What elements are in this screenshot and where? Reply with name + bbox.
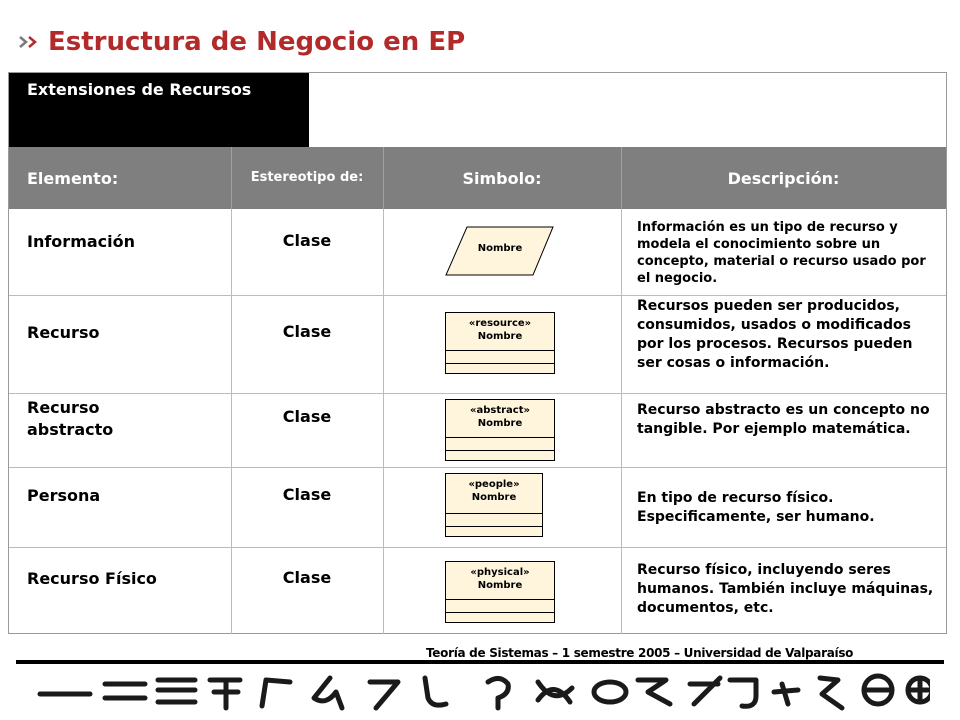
header-divider — [383, 147, 384, 209]
resource-class-symbol — [445, 312, 555, 374]
header-divider — [231, 147, 232, 209]
double-chevron-icon — [18, 35, 42, 49]
people-class-symbol — [445, 473, 543, 537]
estereotipo-cell: Clase — [282, 322, 332, 341]
table-row — [9, 467, 946, 547]
descripcion-cell: Información es un tipo de recurso y modela el conocimiento sobre un concepto, material o recurso usado por el negocio. — [637, 220, 926, 286]
elemento-cell: Recurso abstracto — [27, 398, 114, 439]
symbol-name: Nombre — [477, 243, 523, 254]
table-row — [9, 209, 946, 295]
header-descripcion: Descripción: — [727, 168, 840, 188]
decorative-glyph-strip — [30, 668, 930, 716]
header-elemento: Elemento: — [27, 168, 119, 188]
abstract-class-symbol — [445, 399, 555, 461]
header-simbolo: Simbolo: — [462, 168, 542, 188]
symbol-stereotype: «abstract» — [470, 405, 530, 416]
estereotipo-cell: Clase — [282, 485, 332, 504]
estereotipo-cell: Clase — [282, 568, 332, 587]
physical-class-symbol — [445, 561, 555, 623]
header-divider — [621, 147, 622, 209]
estereotipo-cell: Clase — [282, 231, 332, 250]
symbol-stereotype: «people» — [468, 479, 520, 490]
symbol-name: Nombre — [477, 418, 523, 429]
header-estereotipo: Estereotipo de: — [250, 170, 364, 185]
page-title: Estructura de Negocio en EP — [48, 27, 466, 57]
table-row — [9, 295, 946, 393]
symbol-name: Nombre — [477, 580, 523, 591]
resource-table — [8, 72, 947, 634]
descripcion-cell: Recurso abstracto es un concepto no tangible. Por ejemplo matemática. — [637, 402, 930, 437]
information-symbol — [445, 226, 555, 276]
elemento-cell: Información — [27, 232, 136, 251]
footer-rule — [16, 660, 944, 664]
elemento-cell: Recurso Físico — [27, 569, 157, 588]
title-row — [18, 22, 465, 62]
estereotipo-cell: Clase — [282, 407, 332, 426]
descripcion-cell: En tipo de recurso físico. Especificamente, ser humano. — [637, 490, 875, 525]
descripcion-cell: Recursos pueden ser producidos, consumidos, usados o modificados por los procesos. Recursos pueden ser cosas o información. — [637, 298, 913, 371]
footer-caption: Teoría de Sistemas – 1 semestre 2005 – Universidad de Valparaíso — [426, 646, 854, 660]
symbol-name: Nombre — [477, 331, 523, 342]
symbol-name: Nombre — [471, 492, 517, 503]
symbol-stereotype: «resource» — [468, 318, 532, 329]
descripcion-cell: Recurso físico, incluyendo seres humanos. También incluye máquinas, documentos, etc. — [637, 562, 934, 616]
extension-label: Extensiones de Recursos — [9, 73, 309, 147]
table-header — [9, 147, 946, 209]
elemento-cell: Persona — [27, 486, 101, 505]
table-row — [9, 547, 946, 634]
elemento-cell: Recurso — [27, 323, 100, 342]
table-row — [9, 393, 946, 467]
symbol-stereotype: «physical» — [470, 567, 530, 578]
